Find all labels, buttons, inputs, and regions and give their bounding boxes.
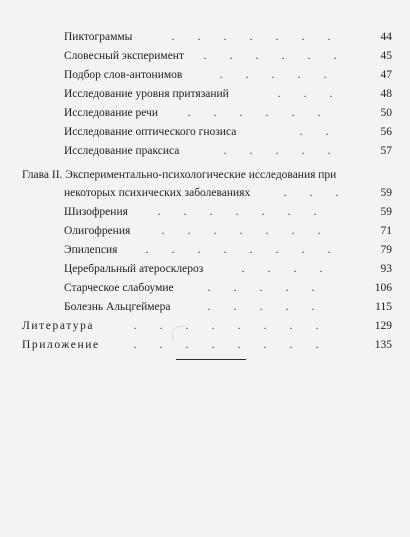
leader-dots: . . . . . . . bbox=[171, 31, 331, 43]
toc-entry bbox=[0, 104, 410, 122]
toc-entry bbox=[0, 222, 410, 240]
toc-entry-title: Шизофрения bbox=[64, 206, 128, 218]
toc-entry-title: Словесный эксперимент bbox=[64, 50, 184, 62]
toc-entry-title: Эпилепсия bbox=[64, 244, 118, 256]
toc-entry-title: Исследование оптического гнозиса bbox=[64, 126, 237, 138]
toc-entry-page: 50 bbox=[380, 107, 392, 119]
toc-entry bbox=[0, 336, 410, 354]
toc-entry-page: 47 bbox=[380, 69, 392, 81]
toc-entry-page: 56 bbox=[380, 126, 392, 138]
toc-entry-page: 135 bbox=[374, 339, 392, 351]
leader-dots: . . . . . . . . bbox=[133, 339, 319, 351]
toc-entry bbox=[0, 298, 410, 316]
leader-dots: . . . . . . bbox=[187, 107, 321, 119]
toc-entry-title: Литература bbox=[22, 320, 95, 332]
toc-entry-title: Приложение bbox=[22, 339, 100, 351]
toc-entry-title: некоторых психических заболеваниях bbox=[64, 187, 251, 199]
toc-entry-title: Подбор слов-антонимов bbox=[64, 69, 183, 81]
toc-entry-page: 45 bbox=[380, 50, 392, 62]
toc-chapter-title: Глава II. Экспериментально-психологические исследования при bbox=[22, 169, 337, 181]
leader-dots: . . bbox=[299, 126, 329, 138]
leader-dots: . . . . . . . . bbox=[133, 320, 319, 332]
leader-dots: . . . . bbox=[241, 263, 323, 275]
page-smudge bbox=[172, 326, 185, 341]
toc-entry-title: Болезнь Альцгеймера bbox=[64, 301, 171, 313]
leader-dots: . . . bbox=[283, 187, 339, 199]
toc-entry bbox=[0, 260, 410, 278]
leader-dots: . . . . . . bbox=[203, 50, 337, 62]
toc-entry-title: Исследование речи bbox=[64, 107, 158, 119]
toc-entry-page: 59 bbox=[380, 206, 392, 218]
toc-entry bbox=[0, 85, 410, 103]
toc-entry-title: Исследование уровня притязаний bbox=[64, 88, 229, 100]
toc-entry-page: 93 bbox=[380, 263, 392, 275]
toc-entry-page: 59 bbox=[380, 187, 392, 199]
toc-entry-page: 44 bbox=[380, 31, 392, 43]
toc-entry-page: 71 bbox=[380, 225, 392, 237]
toc-entry-title: Старческое слабоумие bbox=[64, 282, 174, 294]
leader-dots: . . . bbox=[277, 88, 333, 100]
leader-dots: . . . . . bbox=[219, 69, 327, 81]
leader-dots: . . . . . bbox=[207, 301, 315, 313]
toc-entry-page: 129 bbox=[374, 320, 392, 332]
toc-entry-page: 79 bbox=[380, 244, 392, 256]
leader-dots: . . . . . . . . bbox=[145, 244, 331, 256]
toc-entry-page: 48 bbox=[380, 88, 392, 100]
toc-entry-title: Исследование праксиса bbox=[64, 145, 180, 157]
toc-entry-title: Олигофрения bbox=[64, 225, 131, 237]
toc-entry bbox=[0, 28, 410, 46]
toc-entry-page: 115 bbox=[375, 301, 392, 313]
leader-dots: . . . . . . . bbox=[157, 206, 317, 218]
toc-entry bbox=[0, 203, 410, 221]
leader-dots: . . . . . bbox=[223, 145, 331, 157]
toc-entry-page: 57 bbox=[380, 145, 392, 157]
toc-entry bbox=[0, 123, 410, 141]
toc-entry bbox=[0, 47, 410, 65]
end-rule bbox=[176, 359, 246, 360]
toc-chapter-heading bbox=[0, 166, 410, 184]
toc-entry bbox=[0, 279, 410, 297]
toc-entry bbox=[0, 241, 410, 259]
toc-entry bbox=[0, 142, 410, 160]
toc-entry-title: Церебральный атеросклероз bbox=[64, 263, 204, 275]
toc-entry-title: Пиктограммы bbox=[64, 31, 133, 43]
toc-entry bbox=[0, 184, 410, 202]
leader-dots: . . . . . bbox=[207, 282, 315, 294]
toc-entry bbox=[0, 317, 410, 335]
toc-entry-page: 106 bbox=[374, 282, 392, 294]
leader-dots: . . . . . . . bbox=[161, 225, 321, 237]
toc-entry bbox=[0, 66, 410, 84]
